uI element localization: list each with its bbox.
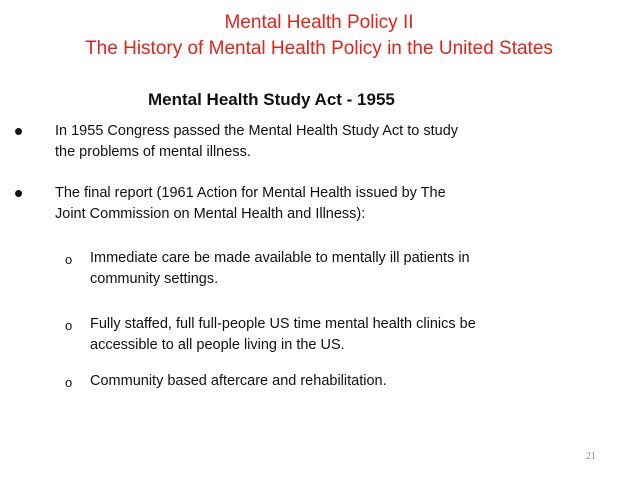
sub-bullet-2-text (90, 314, 590, 356)
bullet-2-text (55, 183, 575, 225)
sub-bullet-3-text (90, 371, 590, 392)
sub-bullet-2-line-2: accessible to all people living in the US. (90, 337, 345, 353)
bullet-dot-icon: • (14, 178, 24, 208)
sub-bullet-1-text (90, 248, 590, 290)
bullet-dot-icon: • (14, 116, 24, 146)
sub-bullet-1-line-1: Immediate care be made available to mentally ill patients in (90, 250, 470, 266)
sub-bullet-1-line-2: community settings. (90, 271, 219, 287)
sub-bullet-3-line-1: Community based aftercare and rehabilitation. (90, 373, 387, 389)
slide-subtitle: Mental Health Study Act - 1955 (148, 90, 395, 109)
bullet-1-line-1: In 1955 Congress passed the Mental Health Study Act to study (55, 123, 459, 139)
sub-bullet-marker-icon: o (65, 375, 73, 390)
page-number: 21 (586, 451, 596, 462)
bullet-1-line-2: the problems of mental illness. (55, 144, 251, 160)
bullet-2-line-2: Joint Commission on Mental Health and Illness): (55, 206, 366, 222)
slide-title-line-1: Mental Health Policy II (224, 12, 414, 33)
sub-bullet-marker-icon: o (65, 252, 73, 267)
sub-bullet-marker-icon: o (65, 318, 73, 333)
slide-title-line-2: The History of Mental Health Policy in the United States (85, 38, 553, 59)
sub-bullet-2-line-1: Fully staffed, full full-people US time mental health clinics be (90, 316, 476, 332)
bullet-1-text (55, 121, 575, 163)
bullet-2-line-1: The final report (1961 Action for Mental Health issued by The (55, 185, 446, 201)
